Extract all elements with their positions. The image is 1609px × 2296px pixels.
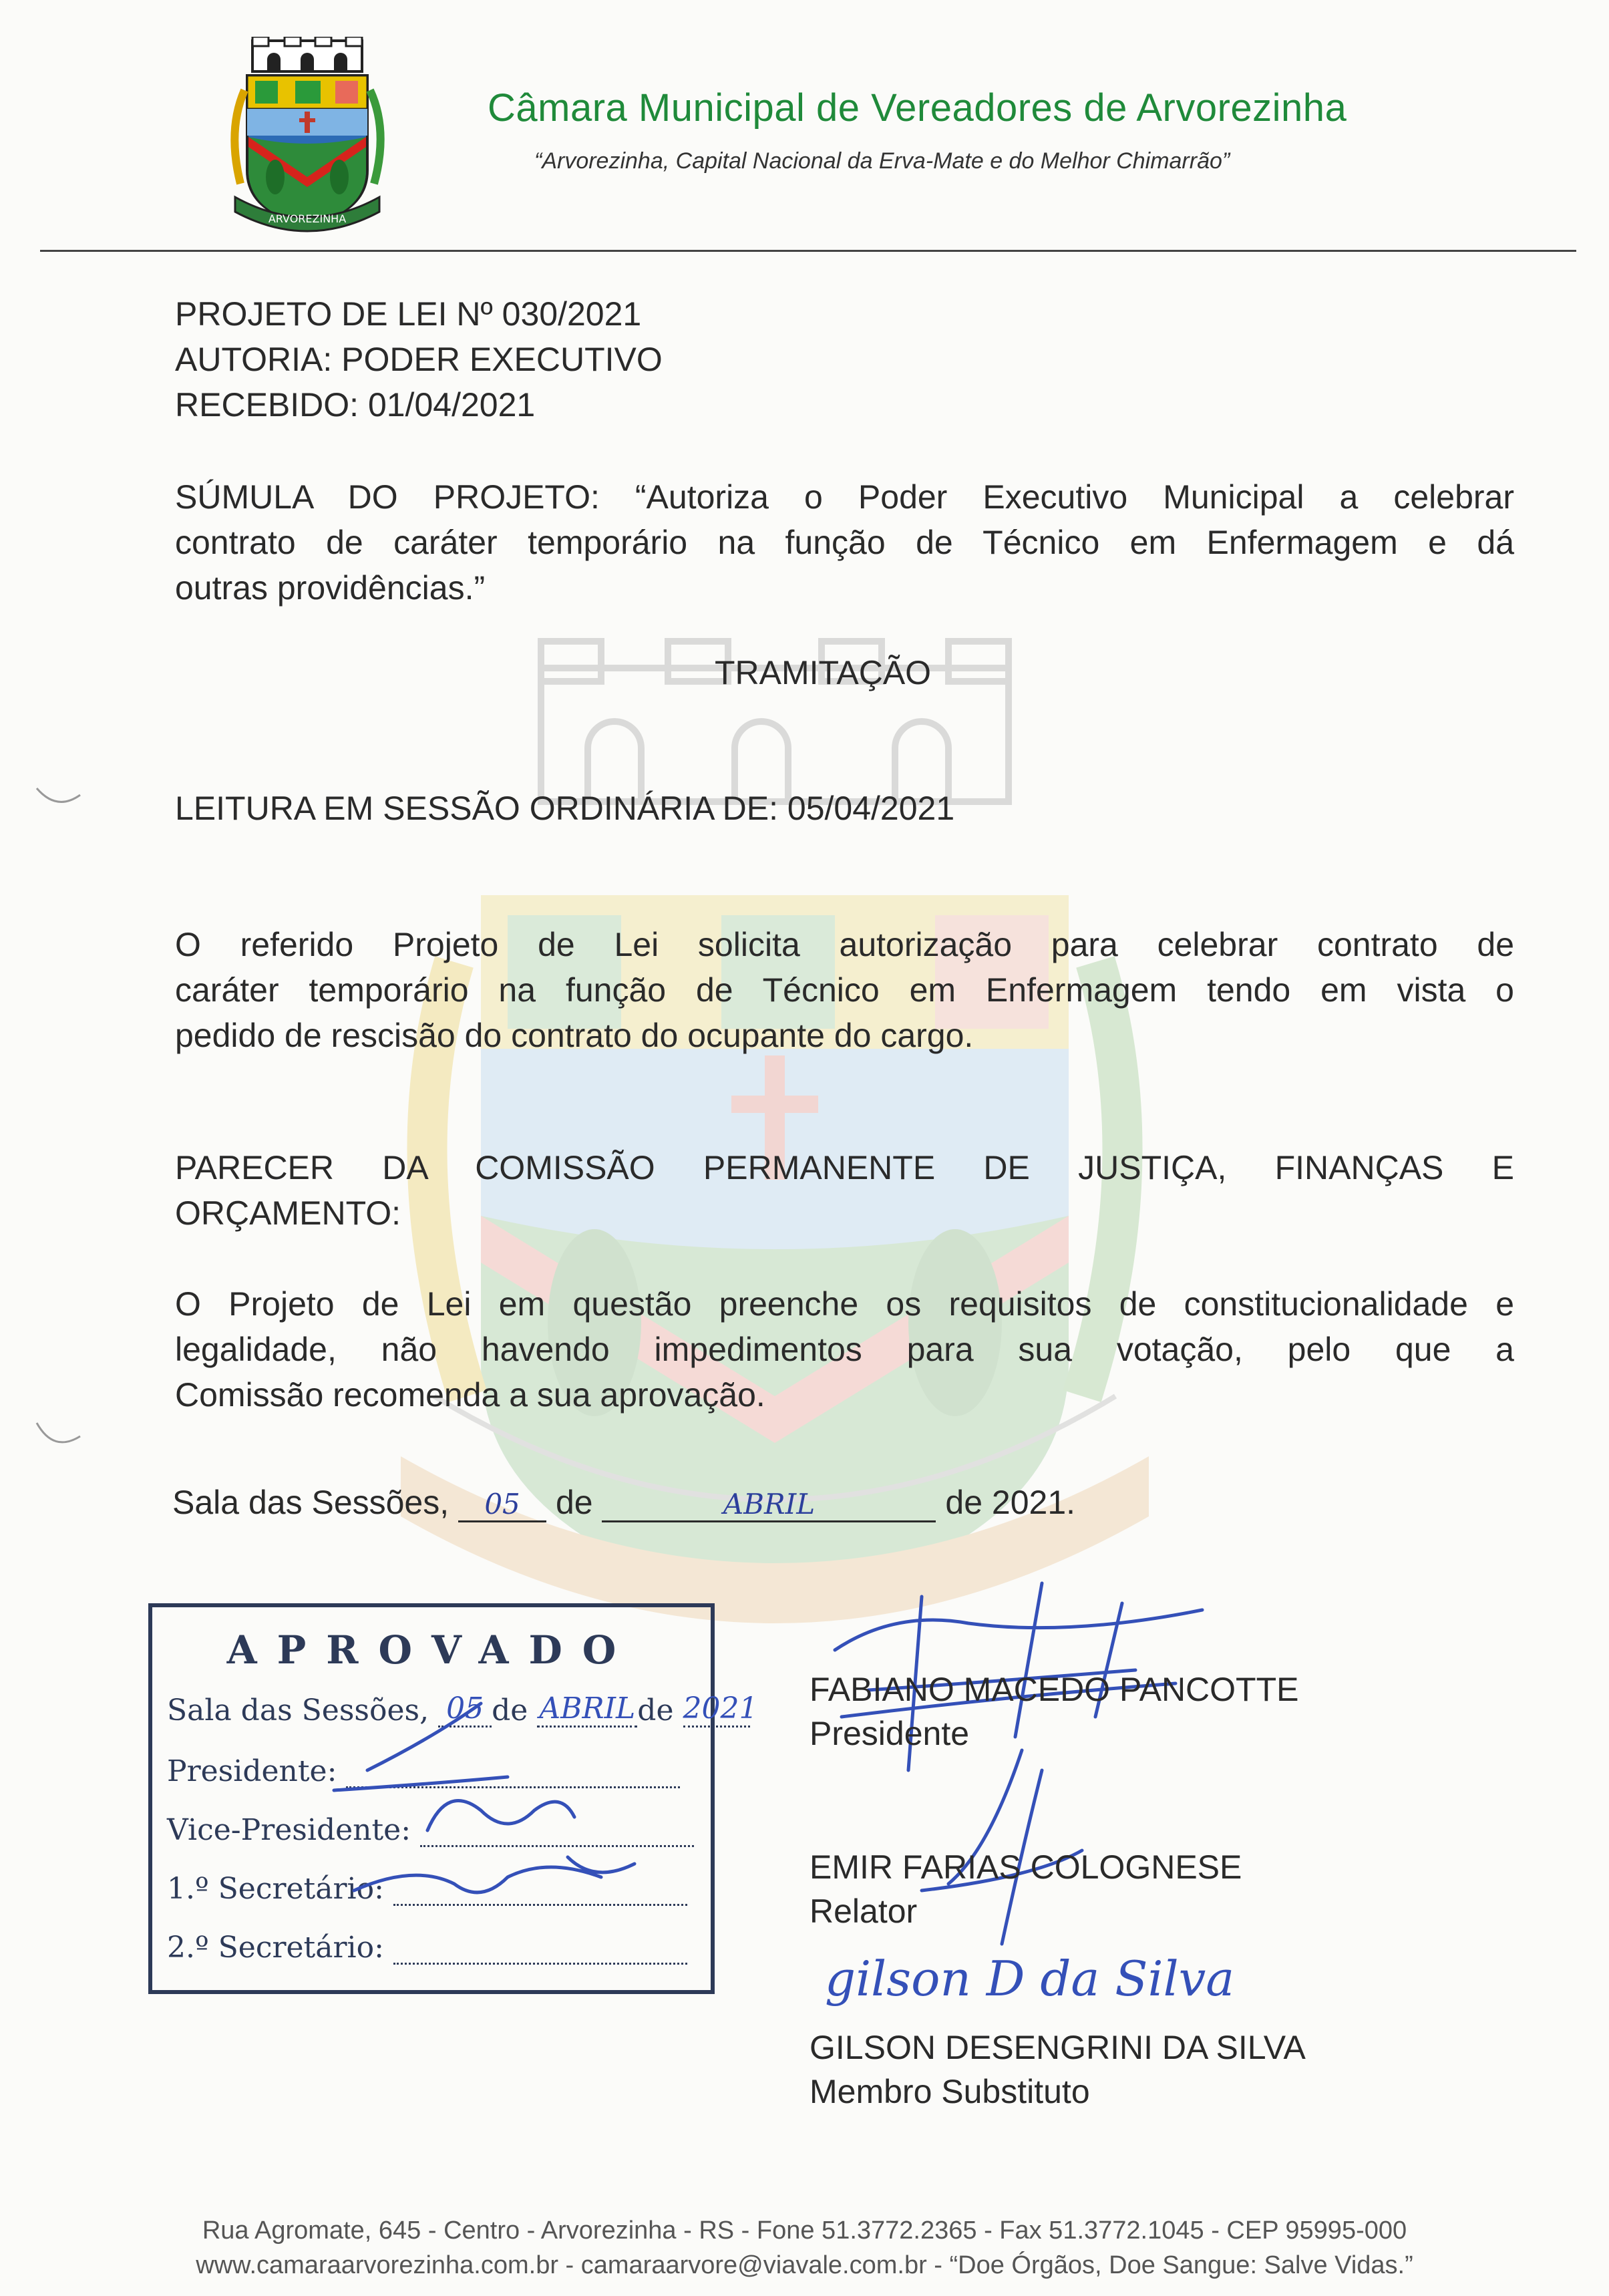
opinion-title-line: PARECER DA COMISSÃO PERMANENTE DE JUSTIÇA, FINANÇAS E: [175, 1149, 1514, 1186]
footer-contact: www.camaraarvorezinha.com.br - camaraarvore@viavale.com.br - “Doe Órgãos, Doe Sangue: Salve Vidas.”: [196, 2251, 1413, 2279]
opinion-title-line: ORÇAMENTO:: [175, 1194, 401, 1232]
member-name: GILSON DESENGRINI DA SILVA: [810, 2029, 1306, 2066]
summary-line: SÚMULA DO PROJETO: “Autoriza o Poder Executivo Municipal a celebrar: [175, 478, 1514, 516]
project-received-date: RECEBIDO: 01/04/2021: [175, 386, 536, 424]
stamp-day: 05: [438, 1691, 492, 1728]
request-paragraph: [175, 922, 1514, 1058]
relator-signature: [922, 1750, 1082, 1944]
stamp-de: de: [492, 1693, 528, 1728]
stamp-month: ABRIL: [537, 1691, 637, 1728]
handwritten-month: ABRIL: [602, 1488, 936, 1522]
stamp-first-secretary-label: 1.º Secretário:: [167, 1872, 384, 1906]
organization-name: Câmara Municipal de Vereadores de Arvorezinha: [488, 86, 1347, 130]
municipal-crest-logo: [220, 37, 394, 240]
president-role: Presidente: [810, 1715, 970, 1752]
signature-strokes: [134, 1570, 1269, 1984]
opinion-line: Comissão recomenda a sua aprovação.: [175, 1376, 765, 1414]
place-date-prefix: Sala das Sessões,: [172, 1484, 450, 1521]
opinion-title: [175, 1145, 1514, 1236]
summary-line: contrato de caráter temporário na função de Técnico em Enfermagem e dá: [175, 524, 1514, 561]
stamp-vice-signature: [427, 1800, 574, 1830]
relator-role: Relator: [810, 1893, 918, 1930]
opinion-paragraph: [175, 1281, 1514, 1418]
project-summary: [175, 474, 1514, 611]
place-date-suffix: de 2021.: [945, 1484, 1076, 1521]
stamp-second-secretary-label: 2.º Secretário:: [167, 1931, 384, 1965]
request-line: caráter temporário na função de Técnico em Enfermagem tendo em vista o: [175, 971, 1514, 1009]
reading-session-date: LEITURA EM SESSÃO ORDINÁRIA DE: 05/04/2021: [175, 790, 955, 827]
stamp-de: de: [637, 1693, 674, 1728]
member-role: Membro Substituto: [810, 2073, 1090, 2110]
president-name: FABIANO MACEDO PANCOTTE: [810, 1671, 1299, 1708]
relator-name: EMIR FARIAS COLOGNESE: [810, 1848, 1242, 1886]
project-authorship: AUTORIA: PODER EXECUTIVO: [175, 341, 663, 378]
place-and-date: [172, 1483, 1075, 1522]
footer-address: Rua Agromate, 645 - Centro - Arvorezinha - RS - Fone 51.3772.2365 - Fax 51.3772.1045 - CEP 95995-000: [202, 2217, 1407, 2245]
organization-motto: “Arvorezinha, Capital Nacional da Erva-Mate e do Melhor Chimarrão”: [534, 148, 1230, 174]
crest-ribbon-text: ARVOREZINHA: [268, 212, 347, 225]
punch-hole-mark: [33, 782, 87, 815]
stamp-session-prefix: Sala das Sessões,: [167, 1693, 429, 1728]
stamp-president-label: Presidente:: [167, 1754, 337, 1788]
stamp-secretary-signature: [354, 1857, 635, 1893]
punch-hole-mark: [33, 1416, 87, 1456]
request-line: pedido de rescisão do contrato do ocupante do cargo.: [175, 1017, 974, 1054]
section-title: TRAMITAÇÃO: [715, 654, 932, 691]
member-handwritten-signature: gilson D da Silva: [825, 1951, 1235, 2007]
place-date-de: de: [555, 1484, 593, 1521]
stamp-year: 2021: [683, 1691, 750, 1728]
handwritten-day: 05: [458, 1488, 546, 1522]
opinion-line: legalidade, não havendo impedimentos para sua votação, pelo que a: [175, 1331, 1514, 1368]
request-line: O referido Projeto de Lei solicita autorização para celebrar contrato de: [175, 926, 1514, 963]
stamp-title: APROVADO: [226, 1627, 637, 1673]
summary-line: outras providências.”: [175, 569, 486, 607]
stamp-president-signature: [334, 1703, 508, 1790]
opinion-line: O Projeto de Lei em questão preenche os requisitos de constitucionalidade e: [175, 1285, 1514, 1323]
stamp-vice-label: Vice-Presidente:: [167, 1813, 411, 1847]
header-divider: [40, 250, 1576, 252]
project-number: PROJETO DE LEI Nº 030/2021: [175, 295, 642, 333]
